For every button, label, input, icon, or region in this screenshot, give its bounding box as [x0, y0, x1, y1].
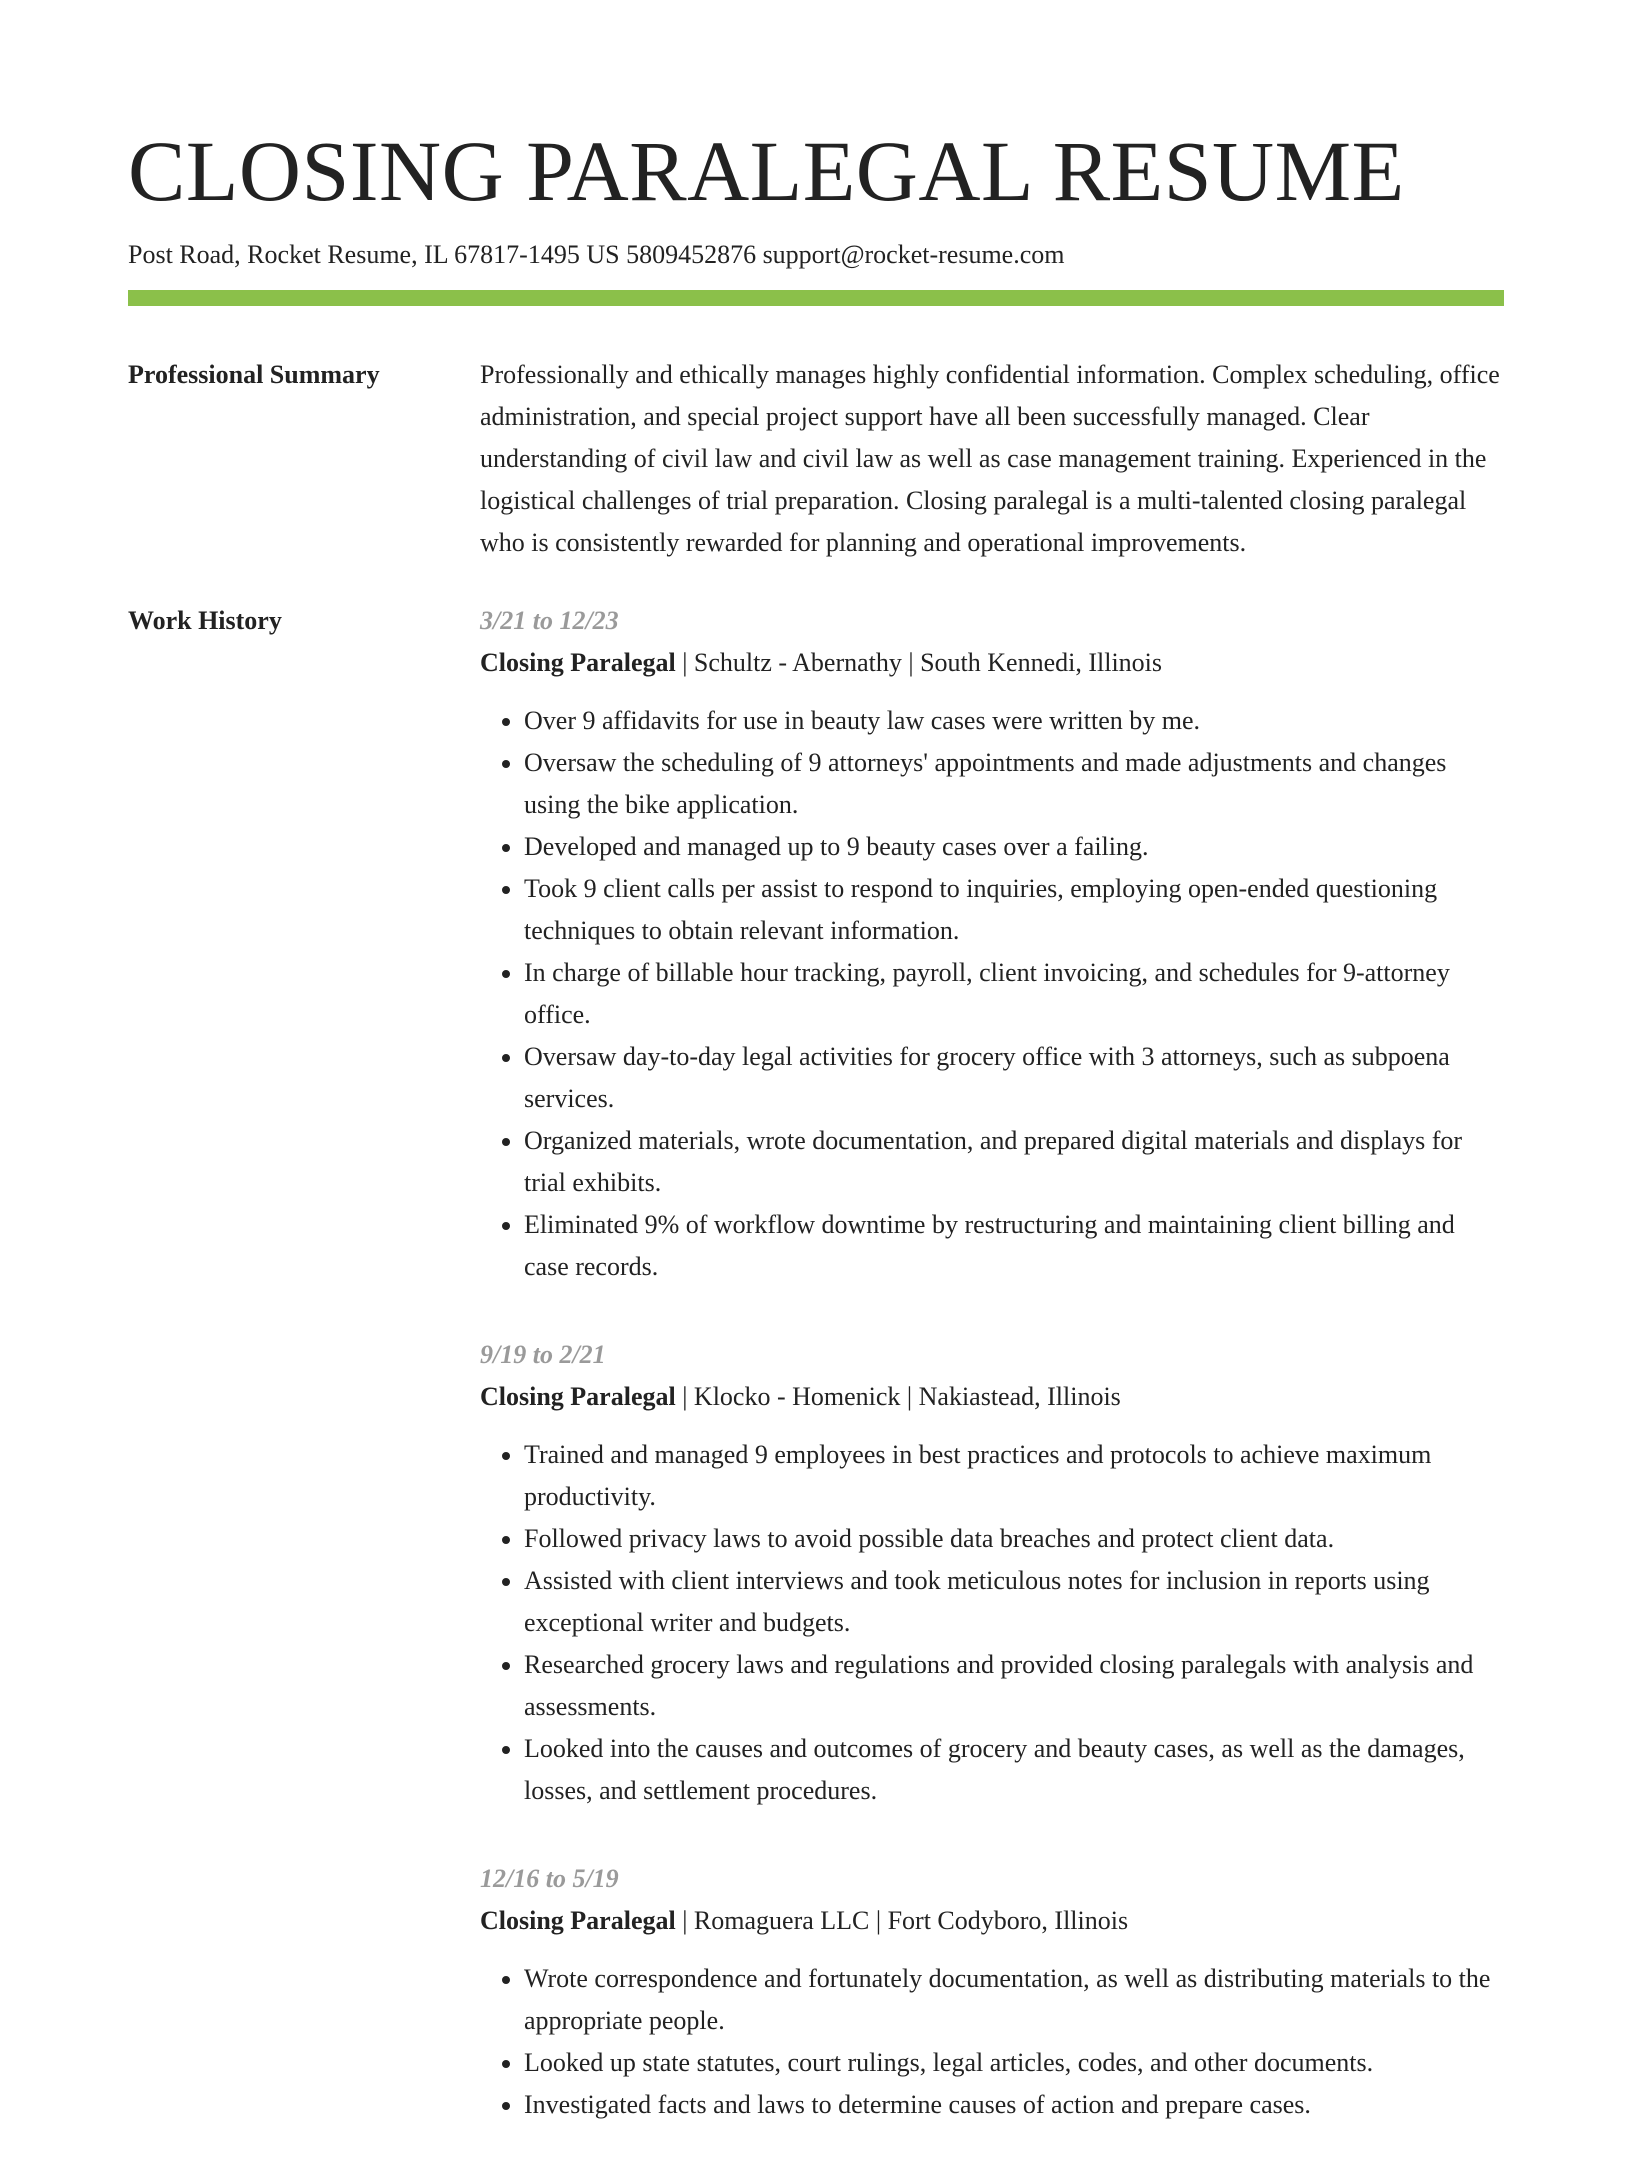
job-bullet: • Followed privacy laws to avoid possible data breaches and protect client data.: [524, 1518, 1504, 1560]
header-divider: [128, 290, 1504, 306]
job-bullet: • Oversaw the scheduling of 9 attorneys' appointments and made adjustments and changes using the bike application.: [524, 742, 1504, 826]
job-bullet: • Developed and managed up to 9 beauty cases over a failing.: [524, 826, 1504, 868]
page-title: CLOSING PARALEGAL RESUME: [128, 123, 1405, 219]
section-label-work: Work History: [128, 606, 282, 635]
job-bullets: [480, 1434, 1504, 1812]
job-entry: [480, 1334, 1504, 1812]
job-role: Closing Paralegal: [480, 1382, 676, 1411]
job-title-line: [480, 1900, 1504, 1942]
job-role: Closing Paralegal: [480, 648, 676, 677]
job-bullet: • Oversaw day-to-day legal activities for grocery office with 3 attorneys, such as subpoena services.: [524, 1036, 1504, 1120]
job-details: | Romaguera LLC | Fort Codyboro, Illinois: [675, 1906, 1129, 1935]
job-bullet: • Organized materials, wrote documentation, and prepared digital materials and displays for trial exhibits.: [524, 1120, 1504, 1204]
job-bullet: • Looked into the causes and outcomes of grocery and beauty cases, as well as the damages, losses, and settlement procedures.: [524, 1728, 1504, 1812]
job-dates: 9/19 to 2/21: [480, 1340, 606, 1369]
job-details: | Klocko - Homenick | Nakiastead, Illinois: [675, 1382, 1121, 1411]
professional-summary-section: [128, 354, 1504, 564]
job-role: Closing Paralegal: [480, 1906, 676, 1935]
job-bullets: [480, 700, 1504, 1288]
job-bullet: • Took 9 client calls per assist to respond to inquiries, employing open-ended questioning techniques to obtain relevant information.: [524, 868, 1504, 952]
job-details: | Schultz - Abernathy | South Kennedi, Illinois: [675, 648, 1163, 677]
job-bullet: • Looked up state statutes, court rulings, legal articles, codes, and other documents.: [524, 2042, 1504, 2084]
job-bullet: • Researched grocery laws and regulations and provided closing paralegals with analysis and assessments.: [524, 1644, 1504, 1728]
job-bullet: • Assisted with client interviews and took meticulous notes for inclusion in reports using exceptional writer and budgets.: [524, 1560, 1504, 1644]
job-bullet: • Trained and managed 9 employees in best practices and protocols to achieve maximum productivity.: [524, 1434, 1504, 1518]
job-dates: 3/21 to 12/23: [480, 606, 619, 635]
summary-text: Professionally and ethically manages highly confidential information. Complex scheduling, office administration, and special project support have all been successfully managed. Clear understanding of civil law and civil law as well as case management training. Experienced in the logistical challenges of trial preparation. Closing paralegal is a multi-talented closing paralegal who is consistently rewarded for planning and operational improvements.: [480, 360, 1500, 557]
section-label-summary: Professional Summary: [128, 360, 380, 389]
job-bullets: [480, 1958, 1504, 2126]
job-entry: [480, 600, 1504, 1288]
work-history-body: [480, 600, 1504, 2172]
job-bullet: • Wrote correspondence and fortunately documentation, as well as distributing materials to the appropriate people.: [524, 1958, 1504, 2042]
resume-page: [128, 0, 1504, 2172]
job-bullet: • Investigated facts and laws to determine causes of action and prepare cases.: [524, 2084, 1504, 2126]
job-bullet: • Over 9 affidavits for use in beauty law cases were written by me.: [524, 700, 1504, 742]
job-bullet: • Eliminated 9% of workflow downtime by restructuring and maintaining client billing and case records.: [524, 1204, 1504, 1288]
summary-body: [480, 354, 1504, 564]
contact-line: Post Road, Rocket Resume, IL 67817-1495 US 5809452876 support@rocket-resume.com: [128, 240, 1065, 269]
work-history-section: [128, 600, 1504, 2172]
job-title-line: [480, 642, 1504, 684]
job-bullet: • In charge of billable hour tracking, payroll, client invoicing, and schedules for 9-attorney office.: [524, 952, 1504, 1036]
job-dates: 12/16 to 5/19: [480, 1864, 619, 1893]
job-title-line: [480, 1376, 1504, 1418]
job-entry: [480, 1858, 1504, 2126]
